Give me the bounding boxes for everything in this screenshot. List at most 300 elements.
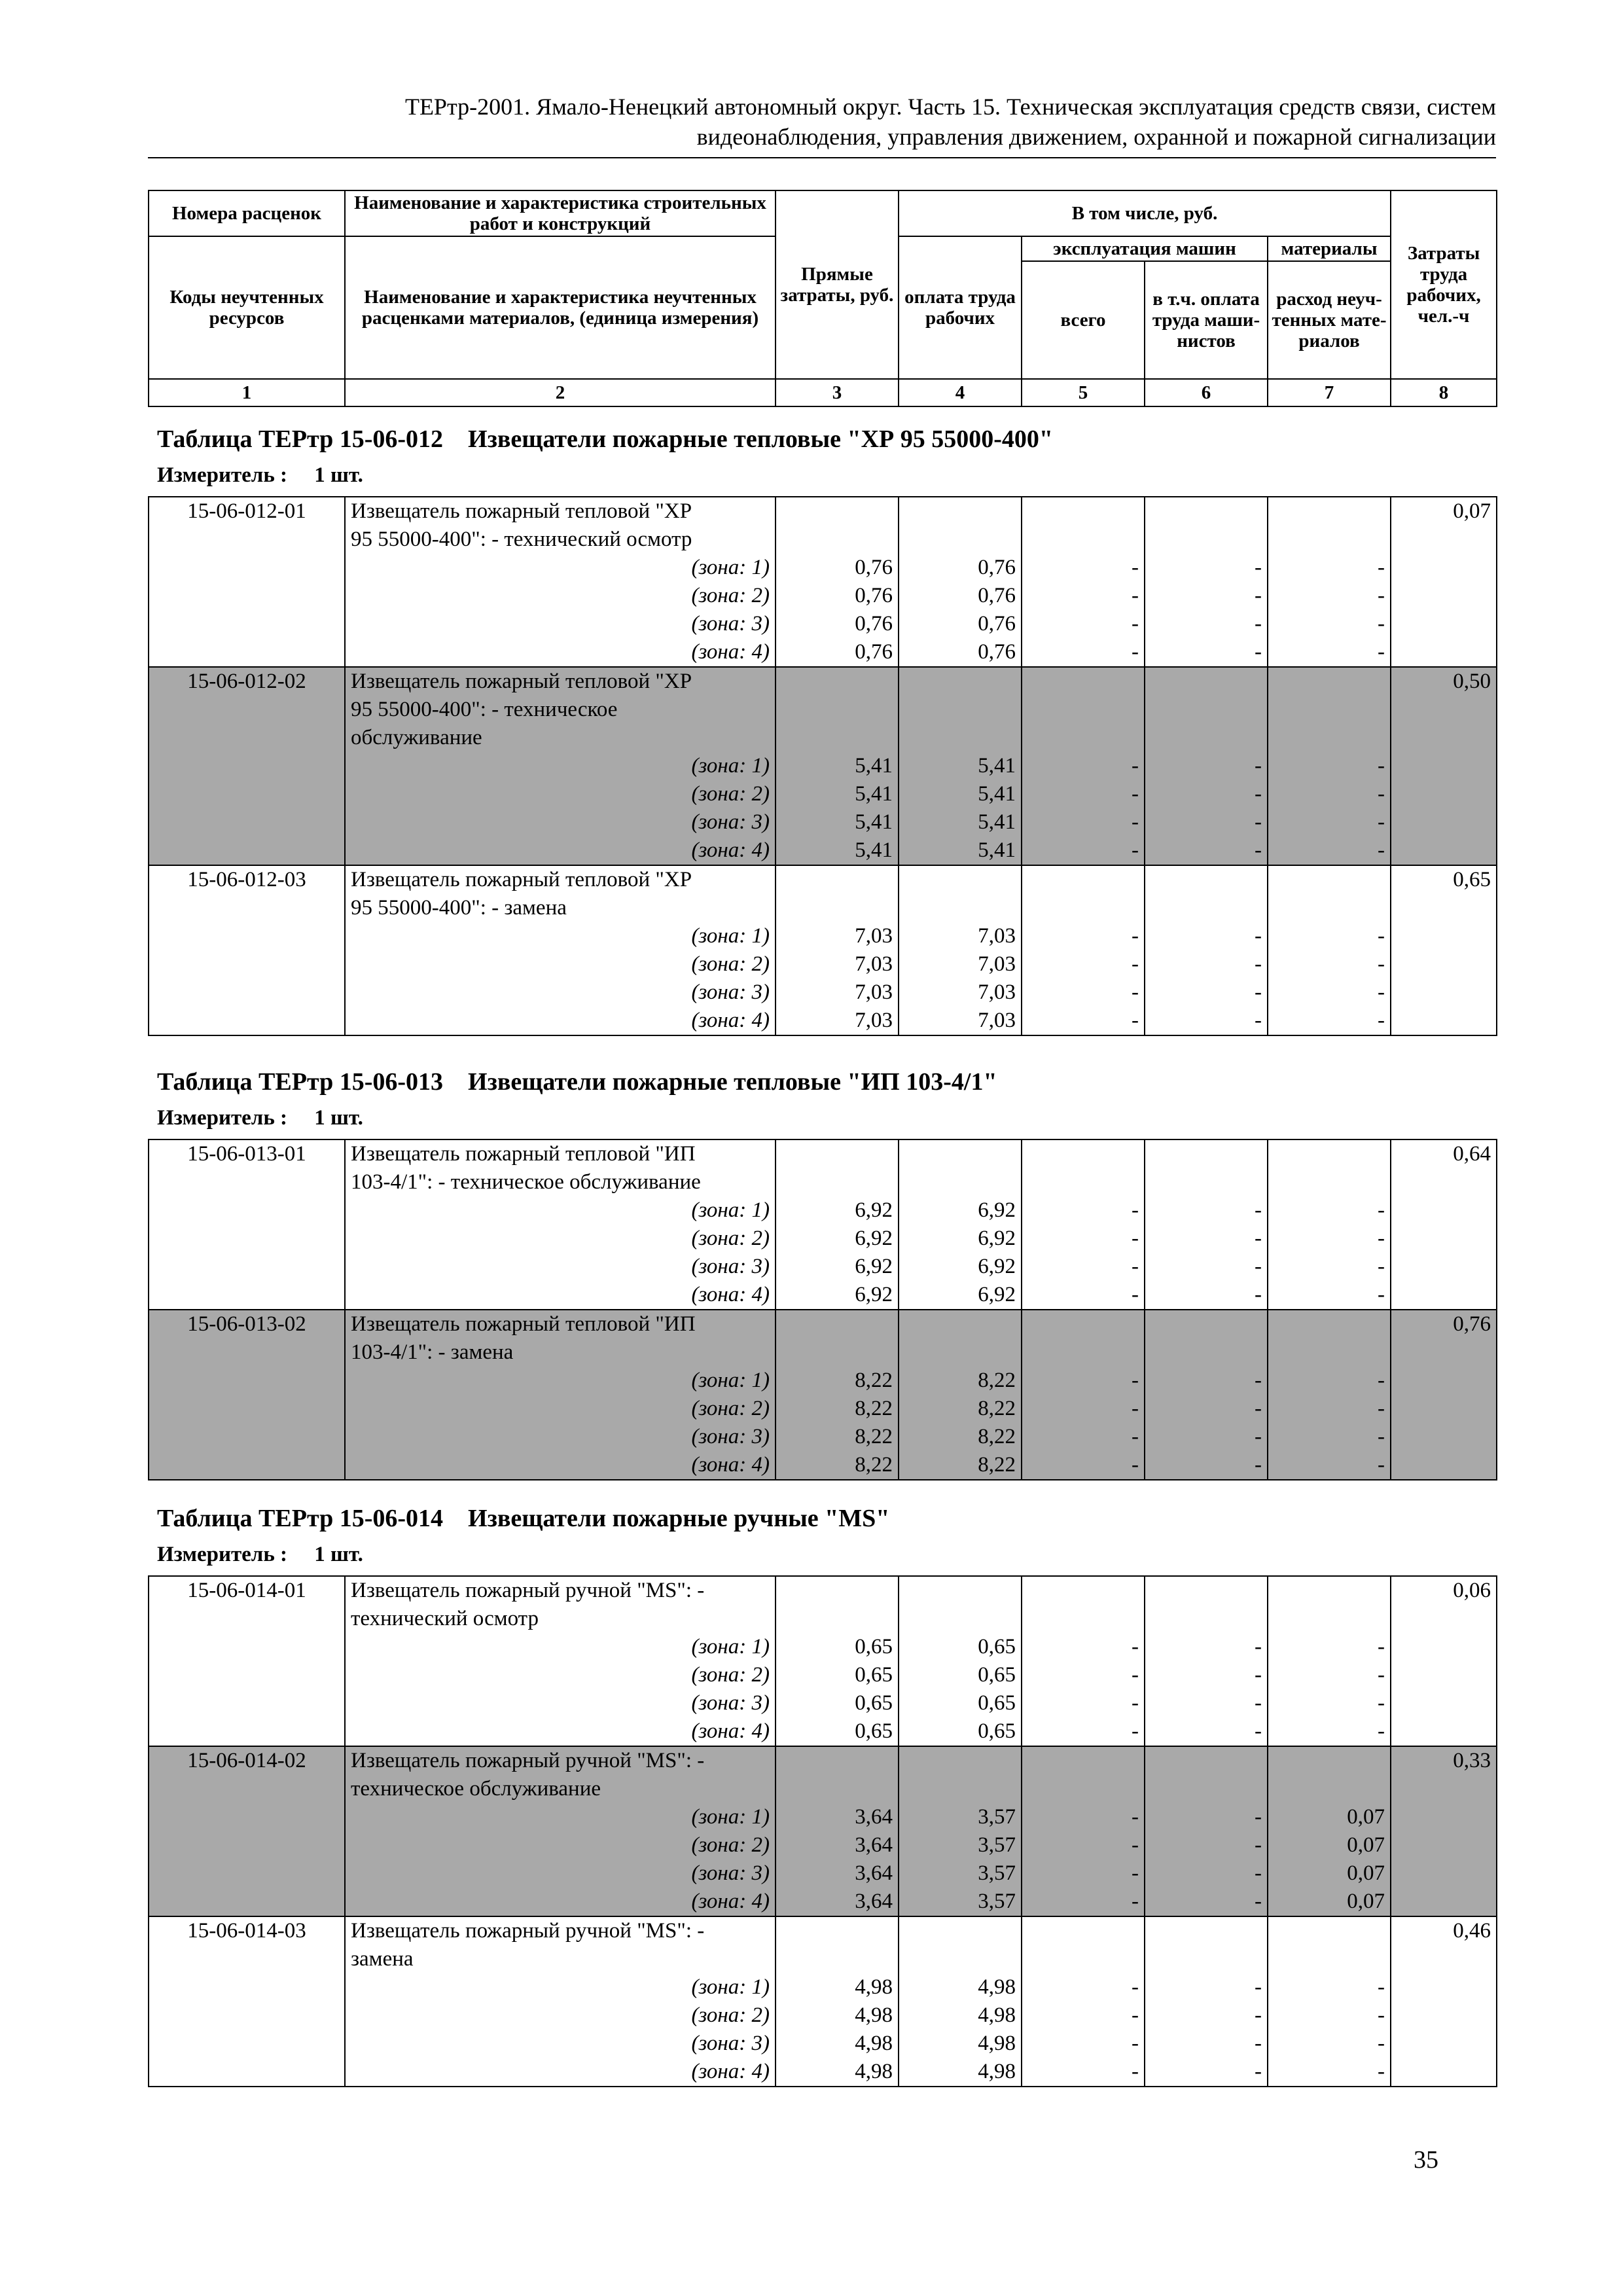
direct-cost-blank <box>776 1310 899 1338</box>
header-materials: материалы <box>1268 236 1391 261</box>
direct-cost: 8,22 <box>776 1395 899 1423</box>
machinist-pay: - <box>1145 1196 1268 1225</box>
rate-code-blank <box>149 780 345 808</box>
worker-pay: 3,57 <box>899 1803 1022 1831</box>
zone-label: (зона: 4) <box>345 1007 776 1035</box>
direct-cost-blank <box>776 1168 899 1196</box>
zone-label: (зона: 3) <box>345 1689 776 1717</box>
labor-hours-blank <box>1391 922 1497 950</box>
table-row <box>149 1451 1497 1480</box>
materials-blank <box>1268 1775 1391 1803</box>
worker-pay-blank <box>899 696 1022 724</box>
labor-hours-blank <box>1391 836 1497 865</box>
section-unit: Измеритель : 1 шт. <box>157 463 363 487</box>
machinist-pay: - <box>1145 808 1268 836</box>
worker-pay: 4,98 <box>899 1973 1022 2001</box>
rate-code-blank <box>149 526 345 554</box>
zone-label: (зона: 1) <box>345 554 776 582</box>
machinist-pay: - <box>1145 1395 1268 1423</box>
table-row <box>149 1605 1497 1633</box>
worker-pay: 4,98 <box>899 2030 1022 2058</box>
machinist-pay: - <box>1145 638 1268 667</box>
direct-cost-blank <box>776 865 899 894</box>
materials-blank <box>1268 1168 1391 1196</box>
header-col3: Прямые затраты, руб. <box>776 190 899 379</box>
worker-pay: 0,65 <box>899 1689 1022 1717</box>
materials-cost: 0,07 <box>1268 1888 1391 1916</box>
materials-blank <box>1268 1139 1391 1168</box>
direct-cost: 0,76 <box>776 610 899 638</box>
rate-name-line: 95 55000-400": - технический осмотр <box>345 526 776 554</box>
machinist-pay-blank <box>1145 865 1268 894</box>
rate-code-blank <box>149 1451 345 1480</box>
table-row <box>149 554 1497 582</box>
table-row <box>149 2001 1497 2030</box>
labor-hours-blank <box>1391 1367 1497 1395</box>
direct-cost: 6,92 <box>776 1225 899 1253</box>
worker-pay: 7,03 <box>899 950 1022 978</box>
direct-cost-blank <box>776 1605 899 1633</box>
table-row <box>149 1746 1497 1775</box>
machinist-pay: - <box>1145 922 1268 950</box>
rate-name-line: Извещатель пожарный ручной "MS": - <box>345 1576 776 1605</box>
labor-hours-blank <box>1391 696 1497 724</box>
zone-label: (зона: 4) <box>345 1888 776 1916</box>
worker-pay: 8,22 <box>899 1423 1022 1451</box>
running-header-line-1: ТЕРтр-2001. Ямало-Ненецкий автономный округ. Часть 15. Техническая эксплуатация средств связи, систем <box>404 94 1496 120</box>
worker-pay: 6,92 <box>899 1225 1022 1253</box>
header-num-5: 5 <box>1022 379 1145 406</box>
rate-code: 15-06-014-02 <box>149 1746 345 1775</box>
worker-pay-blank <box>899 724 1022 752</box>
rate-name-line: Извещатель пожарный тепловой "ХР <box>345 497 776 526</box>
direct-cost: 4,98 <box>776 1973 899 2001</box>
zone-label: (зона: 1) <box>345 1803 776 1831</box>
materials-cost: - <box>1268 1281 1391 1310</box>
materials-blank <box>1268 526 1391 554</box>
labor-hours-blank <box>1391 950 1497 978</box>
worker-pay-blank <box>899 1916 1022 1945</box>
rate-code-blank <box>149 1605 345 1633</box>
section-title: Таблица ТЕРтр 15-06-013 Извещатели пожарные тепловые "ИП 103-4/1" <box>157 1068 997 1096</box>
machinist-pay-blank <box>1145 1775 1268 1803</box>
machinist-pay: - <box>1145 752 1268 780</box>
machinist-pay: - <box>1145 554 1268 582</box>
direct-cost: 0,65 <box>776 1689 899 1717</box>
table-row <box>149 836 1497 865</box>
machine-total-blank <box>1022 1605 1145 1633</box>
table-row <box>149 2058 1497 2087</box>
rate-code-blank <box>149 1168 345 1196</box>
machine-total: - <box>1022 2030 1145 2058</box>
rate-code-blank <box>149 1007 345 1035</box>
machinist-pay: - <box>1145 1689 1268 1717</box>
zone-label: (зона: 3) <box>345 978 776 1007</box>
rate-code-blank <box>149 1689 345 1717</box>
section-title: Таблица ТЕРтр 15-06-014 Извещатели пожарные ручные "MS" <box>157 1505 890 1532</box>
labor-hours-blank <box>1391 1633 1497 1661</box>
header-num-6: 6 <box>1145 379 1268 406</box>
materials-blank <box>1268 1310 1391 1338</box>
zone-label: (зона: 1) <box>345 752 776 780</box>
zone-label: (зона: 1) <box>345 922 776 950</box>
rate-code-blank <box>149 978 345 1007</box>
machine-total: - <box>1022 554 1145 582</box>
rate-code-blank <box>149 950 345 978</box>
header-col6: в т.ч. оплата труда маши-нистов <box>1145 261 1268 379</box>
materials-cost: - <box>1268 1633 1391 1661</box>
materials-cost: - <box>1268 752 1391 780</box>
rate-code: 15-06-012-01 <box>149 497 345 526</box>
worker-pay-blank <box>899 526 1022 554</box>
worker-pay-blank <box>899 1168 1022 1196</box>
worker-pay: 0,76 <box>899 638 1022 667</box>
zone-label: (зона: 4) <box>345 1717 776 1746</box>
machinist-pay: - <box>1145 1661 1268 1689</box>
rate-table <box>148 1139 1497 1480</box>
machine-total: - <box>1022 1973 1145 2001</box>
machinist-pay: - <box>1145 1281 1268 1310</box>
zone-label: (зона: 3) <box>345 2030 776 2058</box>
table-row <box>149 1689 1497 1717</box>
rate-code-blank <box>149 1225 345 1253</box>
worker-pay: 0,76 <box>899 610 1022 638</box>
worker-pay-blank <box>899 1605 1022 1633</box>
zone-label: (зона: 1) <box>345 1973 776 2001</box>
materials-blank <box>1268 1945 1391 1973</box>
direct-cost-blank <box>776 1338 899 1367</box>
zone-label: (зона: 2) <box>345 1395 776 1423</box>
rate-code: 15-06-013-01 <box>149 1139 345 1168</box>
table-row <box>149 1139 1497 1168</box>
rate-code-blank <box>149 922 345 950</box>
machine-total: - <box>1022 1196 1145 1225</box>
machinist-pay-blank <box>1145 1916 1268 1945</box>
machinist-pay: - <box>1145 2030 1268 2058</box>
labor-hours: 0,46 <box>1391 1916 1497 1945</box>
machine-total: - <box>1022 1661 1145 1689</box>
machinist-pay-blank <box>1145 1576 1268 1605</box>
rate-table <box>148 496 1497 1036</box>
rate-code-blank <box>149 1831 345 1859</box>
labor-hours-blank <box>1391 1168 1497 1196</box>
table-row <box>149 780 1497 808</box>
table-row <box>149 1775 1497 1803</box>
materials-cost: - <box>1268 2030 1391 2058</box>
header-col2-bottom: Наименование и характеристика неучтенных расценками материалов, (единица измерения) <box>345 236 776 379</box>
machine-total: - <box>1022 1831 1145 1859</box>
zone-label: (зона: 2) <box>345 2001 776 2030</box>
worker-pay: 4,98 <box>899 2058 1022 2087</box>
rate-code-blank <box>149 752 345 780</box>
header-col7: расход неуч-тенных мате-риалов <box>1268 261 1391 379</box>
rate-name-line: обслуживание <box>345 724 776 752</box>
machinist-pay: - <box>1145 1451 1268 1480</box>
table-row <box>149 638 1497 667</box>
worker-pay: 8,22 <box>899 1395 1022 1423</box>
machinist-pay: - <box>1145 836 1268 865</box>
direct-cost-blank <box>776 1945 899 1973</box>
zone-label: (зона: 1) <box>345 1196 776 1225</box>
machine-total: - <box>1022 808 1145 836</box>
rate-code-blank <box>149 1945 345 1973</box>
table-row <box>149 667 1497 696</box>
direct-cost: 0,65 <box>776 1633 899 1661</box>
header-num-2: 2 <box>345 379 776 406</box>
rate-code-blank <box>149 638 345 667</box>
table-row <box>149 1633 1497 1661</box>
machinist-pay: - <box>1145 1803 1268 1831</box>
machinist-pay-blank <box>1145 667 1268 696</box>
rate-code-blank <box>149 1888 345 1916</box>
direct-cost-blank <box>776 1139 899 1168</box>
labor-hours-blank <box>1391 780 1497 808</box>
machinist-pay-blank <box>1145 497 1268 526</box>
direct-cost: 0,65 <box>776 1661 899 1689</box>
labor-hours: 0,50 <box>1391 667 1497 696</box>
labor-hours-blank <box>1391 526 1497 554</box>
machinist-pay-blank <box>1145 1139 1268 1168</box>
rate-code-blank <box>149 1973 345 2001</box>
direct-cost-blank <box>776 894 899 922</box>
rate-name-line: 95 55000-400": - техническое <box>345 696 776 724</box>
machinist-pay: - <box>1145 1367 1268 1395</box>
rate-table <box>148 1575 1497 2087</box>
rate-code-blank <box>149 1395 345 1423</box>
direct-cost: 5,41 <box>776 780 899 808</box>
direct-cost: 6,92 <box>776 1281 899 1310</box>
machine-total: - <box>1022 638 1145 667</box>
direct-cost-blank <box>776 1746 899 1775</box>
rate-code-blank <box>149 2030 345 2058</box>
materials-blank <box>1268 696 1391 724</box>
worker-pay-blank <box>899 667 1022 696</box>
materials-cost: - <box>1268 1689 1391 1717</box>
machine-total: - <box>1022 950 1145 978</box>
direct-cost: 8,22 <box>776 1367 899 1395</box>
table-row <box>149 1395 1497 1423</box>
machine-total-blank <box>1022 894 1145 922</box>
direct-cost: 7,03 <box>776 1007 899 1035</box>
worker-pay-blank <box>899 1945 1022 1973</box>
header-col4: оплата труда рабочих <box>899 236 1022 379</box>
materials-blank <box>1268 1746 1391 1775</box>
materials-cost: - <box>1268 1451 1391 1480</box>
labor-hours-blank <box>1391 1605 1497 1633</box>
rate-code: 15-06-014-01 <box>149 1576 345 1605</box>
materials-cost: - <box>1268 638 1391 667</box>
machine-total: - <box>1022 1423 1145 1451</box>
materials-cost: - <box>1268 808 1391 836</box>
materials-cost: - <box>1268 1367 1391 1395</box>
direct-cost: 5,41 <box>776 808 899 836</box>
worker-pay: 8,22 <box>899 1451 1022 1480</box>
labor-hours-blank <box>1391 1661 1497 1689</box>
labor-hours-blank <box>1391 1831 1497 1859</box>
direct-cost: 5,41 <box>776 836 899 865</box>
table-row <box>149 1367 1497 1395</box>
worker-pay: 0,65 <box>899 1661 1022 1689</box>
materials-cost: - <box>1268 1661 1391 1689</box>
machinist-pay: - <box>1145 1253 1268 1281</box>
table-row <box>149 922 1497 950</box>
rate-name-line: Извещатель пожарный ручной "MS": - <box>345 1916 776 1945</box>
machine-total: - <box>1022 1859 1145 1888</box>
machinist-pay: - <box>1145 1973 1268 2001</box>
rate-name-line: замена <box>345 1945 776 1973</box>
worker-pay: 8,22 <box>899 1367 1022 1395</box>
zone-label: (зона: 2) <box>345 1225 776 1253</box>
table-row <box>149 610 1497 638</box>
table-row <box>149 1281 1497 1310</box>
zone-label: (зона: 1) <box>345 1633 776 1661</box>
machine-total: - <box>1022 2058 1145 2087</box>
machine-total-blank <box>1022 1338 1145 1367</box>
materials-cost: - <box>1268 1007 1391 1035</box>
zone-label: (зона: 4) <box>345 2058 776 2087</box>
rate-name-line: Извещатель пожарный тепловой "ИП <box>345 1139 776 1168</box>
machine-total: - <box>1022 1803 1145 1831</box>
machinist-pay: - <box>1145 1717 1268 1746</box>
machine-total-blank <box>1022 526 1145 554</box>
header-num-4: 4 <box>899 379 1022 406</box>
rate-code-blank <box>149 2058 345 2087</box>
materials-cost: - <box>1268 1423 1391 1451</box>
machine-total: - <box>1022 1367 1145 1395</box>
machinist-pay-blank <box>1145 894 1268 922</box>
labor-hours-blank <box>1391 1281 1497 1310</box>
machinist-pay: - <box>1145 950 1268 978</box>
machine-total: - <box>1022 978 1145 1007</box>
rate-code: 15-06-014-03 <box>149 1916 345 1945</box>
rate-code-blank <box>149 1717 345 1746</box>
rate-code-blank <box>149 1367 345 1395</box>
labor-hours-blank <box>1391 1338 1497 1367</box>
rate-code-blank <box>149 894 345 922</box>
direct-cost: 3,64 <box>776 1803 899 1831</box>
worker-pay: 3,57 <box>899 1859 1022 1888</box>
materials-blank <box>1268 667 1391 696</box>
rate-code-blank <box>149 724 345 752</box>
rate-code-blank <box>149 1859 345 1888</box>
worker-pay-blank <box>899 1576 1022 1605</box>
rate-name-line: Извещатель пожарный тепловой "ХР <box>345 865 776 894</box>
rate-code-blank <box>149 2001 345 2030</box>
machinist-pay: - <box>1145 1633 1268 1661</box>
worker-pay-blank <box>899 1338 1022 1367</box>
header-col2-top: Наименование и характеристика строительных работ и конструкций <box>345 190 776 236</box>
labor-hours-blank <box>1391 582 1497 610</box>
header-rule <box>148 157 1496 158</box>
machinist-pay: - <box>1145 610 1268 638</box>
zone-label: (зона: 3) <box>345 1253 776 1281</box>
labor-hours-blank <box>1391 808 1497 836</box>
machinist-pay-blank <box>1145 526 1268 554</box>
table-row <box>149 752 1497 780</box>
materials-cost: - <box>1268 1717 1391 1746</box>
header-machines: эксплуатация машин <box>1022 236 1268 261</box>
rate-code: 15-06-012-02 <box>149 667 345 696</box>
worker-pay: 7,03 <box>899 1007 1022 1035</box>
labor-hours-blank <box>1391 1859 1497 1888</box>
direct-cost: 7,03 <box>776 950 899 978</box>
table-row <box>149 950 1497 978</box>
rate-code: 15-06-013-02 <box>149 1310 345 1338</box>
machinist-pay: - <box>1145 1831 1268 1859</box>
table-row <box>149 1945 1497 1973</box>
labor-hours-blank <box>1391 752 1497 780</box>
labor-hours-blank <box>1391 638 1497 667</box>
machinist-pay: - <box>1145 780 1268 808</box>
direct-cost-blank <box>776 667 899 696</box>
worker-pay: 6,92 <box>899 1281 1022 1310</box>
table-row <box>149 1803 1497 1831</box>
labor-hours-blank <box>1391 1689 1497 1717</box>
labor-hours-blank <box>1391 1225 1497 1253</box>
worker-pay: 3,57 <box>899 1831 1022 1859</box>
labor-hours-blank <box>1391 1423 1497 1451</box>
table-row <box>149 1831 1497 1859</box>
machine-total: - <box>1022 1717 1145 1746</box>
worker-pay: 7,03 <box>899 922 1022 950</box>
labor-hours-blank <box>1391 1775 1497 1803</box>
table-row <box>149 1225 1497 1253</box>
table-row <box>149 1310 1497 1338</box>
zone-label: (зона: 2) <box>345 1831 776 1859</box>
direct-cost: 4,98 <box>776 2030 899 2058</box>
direct-cost-blank <box>776 497 899 526</box>
worker-pay: 0,76 <box>899 554 1022 582</box>
machine-total-blank <box>1022 497 1145 526</box>
machinist-pay-blank <box>1145 1945 1268 1973</box>
machinist-pay: - <box>1145 1007 1268 1035</box>
direct-cost: 3,64 <box>776 1831 899 1859</box>
direct-cost: 8,22 <box>776 1451 899 1480</box>
labor-hours-blank <box>1391 894 1497 922</box>
direct-cost: 5,41 <box>776 752 899 780</box>
materials-blank <box>1268 894 1391 922</box>
direct-cost: 6,92 <box>776 1196 899 1225</box>
materials-blank <box>1268 865 1391 894</box>
machinist-pay-blank <box>1145 696 1268 724</box>
machine-total: - <box>1022 2001 1145 2030</box>
rate-code-blank <box>149 696 345 724</box>
rate-name-line: Извещатель пожарный тепловой "ИП <box>345 1310 776 1338</box>
machinist-pay: - <box>1145 2001 1268 2030</box>
machine-total: - <box>1022 1689 1145 1717</box>
header-col8: Затраты труда рабочих, чел.-ч <box>1391 190 1497 379</box>
materials-cost: - <box>1268 582 1391 610</box>
table-row <box>149 724 1497 752</box>
materials-cost: 0,07 <box>1268 1831 1391 1859</box>
direct-cost-blank <box>776 696 899 724</box>
machine-total-blank <box>1022 1576 1145 1605</box>
direct-cost: 4,98 <box>776 2001 899 2030</box>
table-row <box>149 865 1497 894</box>
materials-cost: - <box>1268 836 1391 865</box>
rate-code-blank <box>149 554 345 582</box>
zone-label: (зона: 2) <box>345 1661 776 1689</box>
rate-code-blank <box>149 808 345 836</box>
direct-cost: 0,65 <box>776 1717 899 1746</box>
labor-hours-blank <box>1391 1717 1497 1746</box>
machine-total: - <box>1022 922 1145 950</box>
running-header <box>148 92 1496 152</box>
labor-hours-blank <box>1391 1945 1497 1973</box>
section-title: Таблица ТЕРтр 15-06-012 Извещатели пожарные тепловые "ХР 95 55000-400" <box>157 425 1054 453</box>
rate-name-line: 103-4/1": - замена <box>345 1338 776 1367</box>
machine-total-blank <box>1022 724 1145 752</box>
